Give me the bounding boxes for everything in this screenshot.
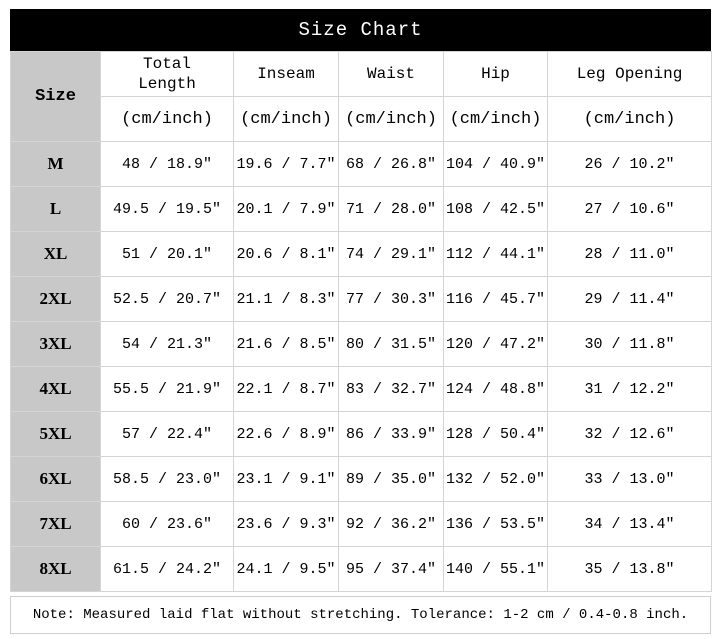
measurement-cell: 71 / 28.0″ <box>339 187 444 232</box>
size-label: 3XL <box>11 322 101 367</box>
measurement-cell: 132 / 52.0″ <box>444 457 548 502</box>
measurement-cell: 33 / 13.0″ <box>548 457 712 502</box>
measurement-cell: 89 / 35.0″ <box>339 457 444 502</box>
size-label: 6XL <box>11 457 101 502</box>
table-row <box>11 232 712 277</box>
measurement-cell: 24.1 / 9.5″ <box>234 547 339 592</box>
measurement-cell: 140 / 55.1″ <box>444 547 548 592</box>
measurement-cell: 30 / 11.8″ <box>548 322 712 367</box>
unit-label: (cm/inch) <box>444 97 548 142</box>
header-waist: Waist <box>339 52 444 97</box>
measurement-cell: 52.5 / 20.7″ <box>101 277 234 322</box>
size-label: M <box>11 142 101 187</box>
table-row <box>11 367 712 412</box>
measurement-cell: 116 / 45.7″ <box>444 277 548 322</box>
size-label: XL <box>11 232 101 277</box>
measurement-cell: 104 / 40.9″ <box>444 142 548 187</box>
table-row <box>11 412 712 457</box>
measurement-cell: 57 / 22.4″ <box>101 412 234 457</box>
table-row <box>11 142 712 187</box>
unit-label: (cm/inch) <box>101 97 234 142</box>
measurement-cell: 112 / 44.1″ <box>444 232 548 277</box>
header-size: Size <box>11 52 101 142</box>
measurement-cell: 20.6 / 8.1″ <box>234 232 339 277</box>
measurement-cell: 31 / 12.2″ <box>548 367 712 412</box>
size-label: 8XL <box>11 547 101 592</box>
measurement-cell: 58.5 / 23.0″ <box>101 457 234 502</box>
measurement-cell: 23.6 / 9.3″ <box>234 502 339 547</box>
table-row <box>11 547 712 592</box>
measurement-cell: 124 / 48.8″ <box>444 367 548 412</box>
measurement-cell: 54 / 21.3″ <box>101 322 234 367</box>
measurement-cell: 29 / 11.4″ <box>548 277 712 322</box>
size-label: 7XL <box>11 502 101 547</box>
table-row <box>11 502 712 547</box>
header-inseam: Inseam <box>234 52 339 97</box>
measurement-cell: 55.5 / 21.9″ <box>101 367 234 412</box>
measurement-note: Note: Measured laid flat without stretching. Tolerance: 1-2 cm / 0.4-0.8 inch. <box>10 596 711 634</box>
size-chart <box>10 9 711 591</box>
measurement-cell: 136 / 53.5″ <box>444 502 548 547</box>
measurement-cell: 74 / 29.1″ <box>339 232 444 277</box>
measurement-cell: 60 / 23.6″ <box>101 502 234 547</box>
measurement-cell: 26 / 10.2″ <box>548 142 712 187</box>
measurement-cell: 48 / 18.9″ <box>101 142 234 187</box>
size-table <box>10 51 712 592</box>
header-label: Length <box>138 75 196 93</box>
chart-title: Size Chart <box>10 9 711 51</box>
header-hip: Hip <box>444 52 548 97</box>
measurement-cell: 49.5 / 19.5″ <box>101 187 234 232</box>
measurement-cell: 68 / 26.8″ <box>339 142 444 187</box>
unit-label: (cm/inch) <box>548 97 712 142</box>
size-label: 4XL <box>11 367 101 412</box>
table-row <box>11 457 712 502</box>
unit-row <box>11 97 712 142</box>
measurement-cell: 86 / 33.9″ <box>339 412 444 457</box>
measurement-cell: 95 / 37.4″ <box>339 547 444 592</box>
measurement-cell: 28 / 11.0″ <box>548 232 712 277</box>
table-row <box>11 322 712 367</box>
size-label: L <box>11 187 101 232</box>
size-rows <box>11 142 712 592</box>
header-leg-opening: Leg Opening <box>548 52 712 97</box>
measurement-cell: 22.6 / 8.9″ <box>234 412 339 457</box>
unit-label: (cm/inch) <box>339 97 444 142</box>
measurement-cell: 21.6 / 8.5″ <box>234 322 339 367</box>
measurement-cell: 80 / 31.5″ <box>339 322 444 367</box>
measurement-cell: 20.1 / 7.9″ <box>234 187 339 232</box>
measurement-cell: 22.1 / 8.7″ <box>234 367 339 412</box>
table-row <box>11 277 712 322</box>
table-row <box>11 187 712 232</box>
measurement-cell: 35 / 13.8″ <box>548 547 712 592</box>
measurement-cell: 23.1 / 9.1″ <box>234 457 339 502</box>
measurement-cell: 21.1 / 8.3″ <box>234 277 339 322</box>
measurement-cell: 61.5 / 24.2″ <box>101 547 234 592</box>
measurement-cell: 51 / 20.1″ <box>101 232 234 277</box>
size-label: 5XL <box>11 412 101 457</box>
measurement-cell: 27 / 10.6″ <box>548 187 712 232</box>
measurement-cell: 32 / 12.6″ <box>548 412 712 457</box>
header-label: Total <box>142 55 191 73</box>
measurement-cell: 83 / 32.7″ <box>339 367 444 412</box>
size-label: 2XL <box>11 277 101 322</box>
measurement-cell: 19.6 / 7.7″ <box>234 142 339 187</box>
header-row <box>11 52 712 97</box>
measurement-cell: 77 / 30.3″ <box>339 277 444 322</box>
measurement-cell: 120 / 47.2″ <box>444 322 548 367</box>
unit-label: (cm/inch) <box>234 97 339 142</box>
measurement-cell: 128 / 50.4″ <box>444 412 548 457</box>
measurement-cell: 108 / 42.5″ <box>444 187 548 232</box>
measurement-cell: 34 / 13.4″ <box>548 502 712 547</box>
measurement-cell: 92 / 36.2″ <box>339 502 444 547</box>
header-total-length <box>101 52 234 97</box>
